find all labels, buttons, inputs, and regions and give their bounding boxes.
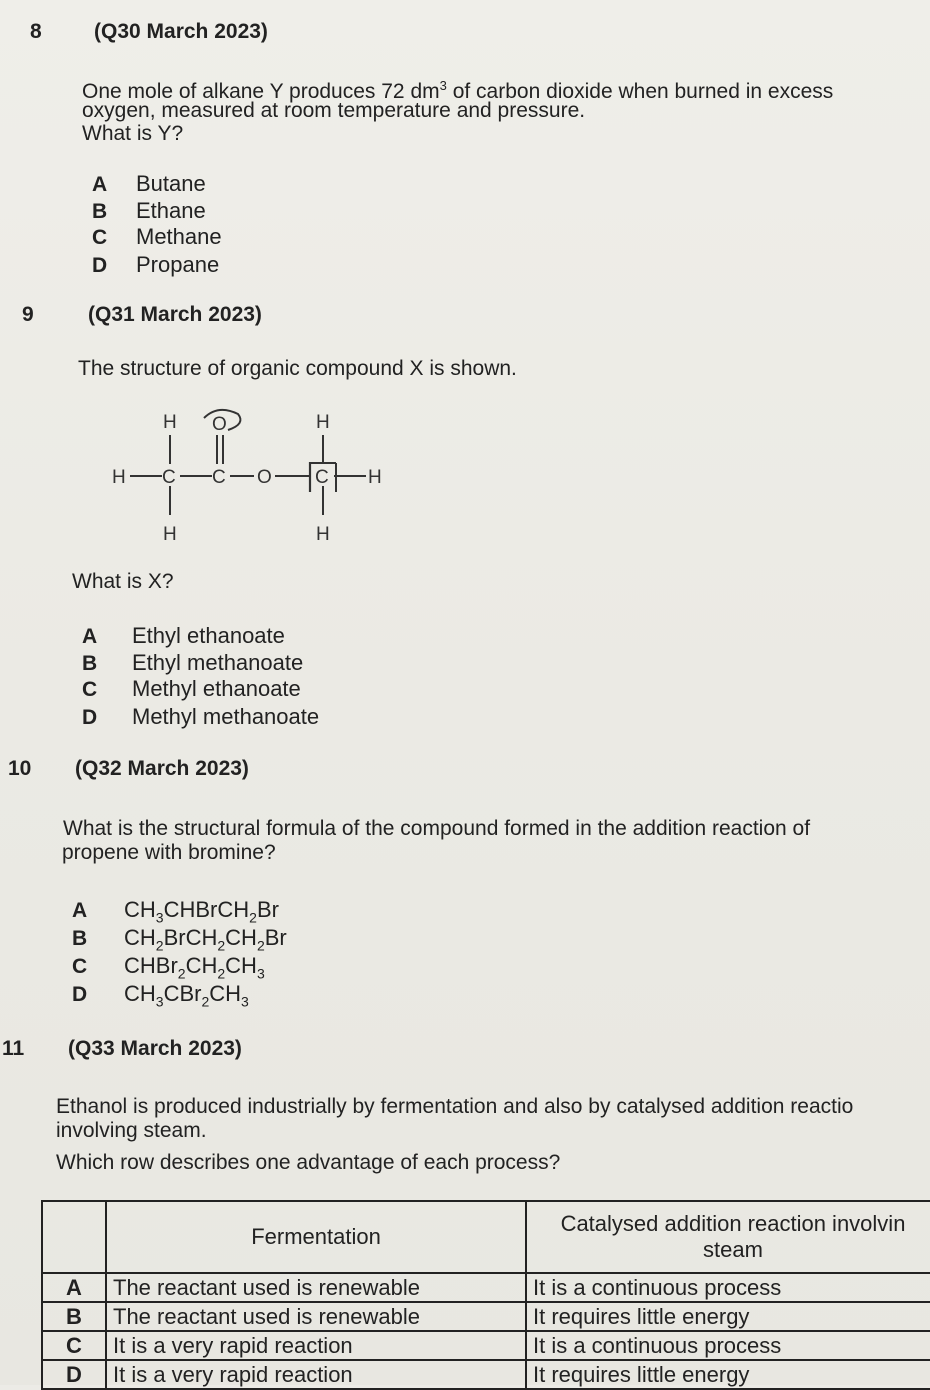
atom-c-right: C xyxy=(315,467,329,488)
atom-c-carbonyl: C xyxy=(212,467,226,488)
q11-number: 11 xyxy=(2,1037,25,1060)
q8-stem-line2: oxygen, measured at room temperature and pressure. xyxy=(82,99,586,122)
row-fermentation: It is a very rapid reaction xyxy=(106,1331,526,1360)
structure-diagram xyxy=(100,400,400,550)
q11-answer-table xyxy=(41,1200,930,1390)
q10-option-c[interactable]: C $CHBr_2CH_2CH_3$ xyxy=(72,953,265,982)
atom-o-ester: O xyxy=(257,467,272,488)
q8-option-b[interactable]: B Ethane xyxy=(92,198,206,223)
atom-h-left: H xyxy=(112,467,126,488)
q10-source: (Q32 March 2023) xyxy=(75,757,249,780)
atom-o-carbonyl: O xyxy=(212,414,227,435)
q8-option-c[interactable]: C Methane xyxy=(92,224,222,249)
atom-h-bottom-right: H xyxy=(316,524,330,545)
q10-option-a[interactable]: A $CH_3CHBrCH_2Br$ xyxy=(72,897,279,926)
table-row[interactable] xyxy=(42,1273,930,1302)
table-row[interactable] xyxy=(42,1302,930,1331)
q9-number: 9 xyxy=(22,303,34,326)
q11-question: Which row describes one advantage of each process? xyxy=(56,1151,561,1174)
q9-question: What is X? xyxy=(72,570,174,593)
q8-question: What is Y? xyxy=(82,122,184,145)
q9-option-b[interactable]: B Ethyl methanoate xyxy=(82,650,304,675)
q8-stem-line1: One mole of alkane Y produces 72 $dm^3$ of carbon dioxide when burned in excess xyxy=(82,78,834,103)
atom-h-top-right: H xyxy=(316,412,330,433)
header-blank-cell xyxy=(42,1201,106,1273)
row-letter: A xyxy=(42,1273,106,1302)
q10-option-d[interactable]: D $CH_3CBr_2CH_3$ xyxy=(72,981,249,1010)
q9-option-a[interactable]: A Ethyl ethanoate xyxy=(82,623,285,648)
row-catalysed: It is a continuous process xyxy=(526,1331,930,1360)
row-catalysed: It requires little energy xyxy=(526,1302,930,1331)
atom-c-left: C xyxy=(162,467,176,488)
table-header-row xyxy=(42,1201,930,1273)
header-catalysed: Catalysed addition reaction involvin steam xyxy=(526,1201,930,1273)
row-letter: D xyxy=(42,1360,106,1389)
header-fermentation: Fermentation xyxy=(106,1201,526,1273)
q10-stem-line1: What is the structural formula of the compound formed in the addition reaction of xyxy=(63,817,811,840)
q10-stem-line2: propene with bromine? xyxy=(62,841,276,864)
row-fermentation: It is a very rapid reaction xyxy=(106,1360,526,1389)
q8-number: 8 xyxy=(30,20,42,43)
q10-formula-d: $CH_3CBr_2CH_3$ xyxy=(124,981,249,1010)
q10-number: 10 xyxy=(8,757,32,780)
q8-source: (Q30 March 2023) xyxy=(94,20,268,43)
q10-option-b[interactable]: B $CH_2BrCH_2CH_2Br$ xyxy=(72,925,287,954)
row-fermentation: The reactant used is renewable xyxy=(106,1302,526,1331)
atom-h-bottom-left: H xyxy=(163,524,177,545)
row-catalysed: It requires little energy xyxy=(526,1360,930,1389)
row-letter: B xyxy=(42,1302,106,1331)
table-row[interactable] xyxy=(42,1331,930,1360)
q11-stem-line1: Ethanol is produced industrially by fermentation and also by catalysed addition reactio xyxy=(56,1095,854,1118)
atom-h-top-left: H xyxy=(163,412,177,433)
q9-option-c[interactable]: C Methyl ethanoate xyxy=(82,676,301,701)
q10-formula-a: $CH_3CHBrCH_2Br$ xyxy=(124,897,279,926)
q9-source: (Q31 March 2023) xyxy=(88,303,262,326)
q10-formula-b: $CH_2BrCH_2CH_2Br$ xyxy=(124,925,287,954)
q9-intro: The structure of organic compound X is shown. xyxy=(78,357,517,380)
q11-source: (Q33 March 2023) xyxy=(68,1037,242,1060)
row-fermentation: The reactant used is renewable xyxy=(106,1273,526,1302)
q11-stem-line2: involving steam. xyxy=(56,1119,207,1142)
q9-option-d[interactable]: D Methyl methanoate xyxy=(82,704,320,729)
q8-option-d[interactable]: D Propane xyxy=(92,252,220,277)
q10-formula-c: $CHBr_2CH_2CH_3$ xyxy=(124,953,265,982)
row-letter: C xyxy=(42,1331,106,1360)
q8-option-a[interactable]: A Butane xyxy=(92,171,206,196)
row-catalysed: It is a continuous process xyxy=(526,1273,930,1302)
atom-h-right: H xyxy=(368,467,382,488)
